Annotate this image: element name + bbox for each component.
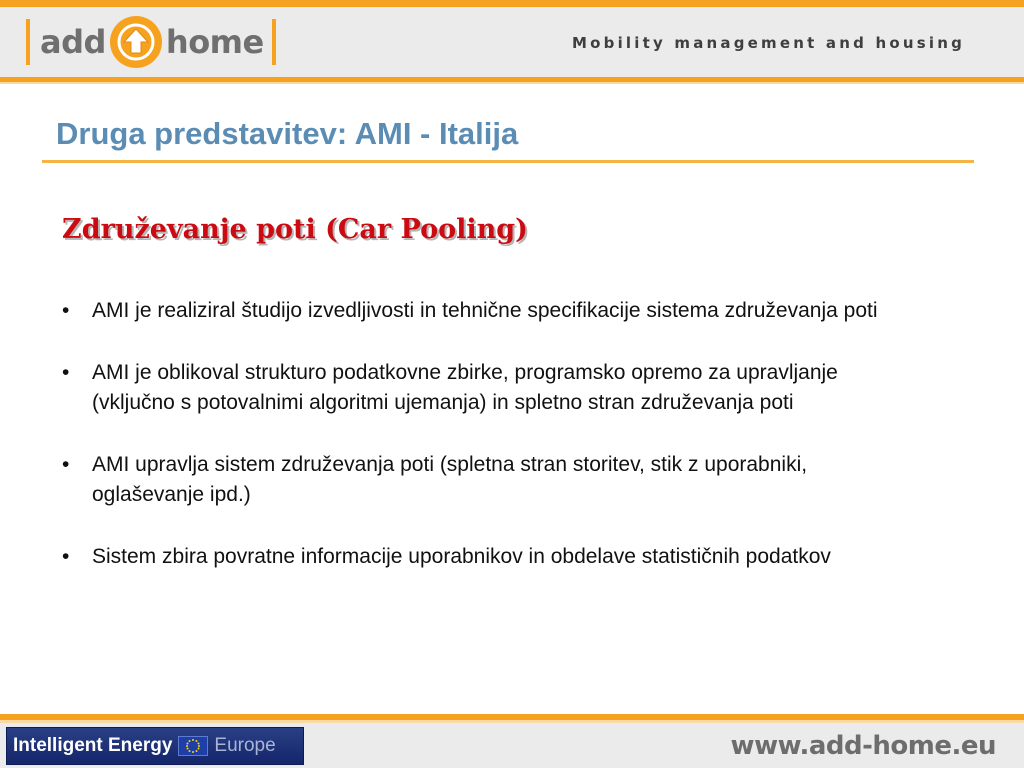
eu-flag-icon — [178, 736, 208, 756]
add-home-logo — [26, 16, 276, 68]
header-tagline: Mobility management and housing — [572, 34, 966, 52]
bullet-icon: • — [62, 453, 70, 476]
bullet-text: AMI upravlja sistem združevanja poti (spletna stran storitev, stik z uporabniki, oglaševanje ipd.) — [92, 453, 808, 506]
arrow-up-circle-icon — [110, 16, 162, 68]
ie-label: Intelligent Energy — [13, 735, 173, 756]
slide-title: Druga predstavitev: AMI - Italija — [56, 116, 519, 151]
bullet-text: AMI je oblikoval strukturo podatkovne zbirke, programsko opremo za upravljanje (vključno s potovalnimi algoritmi ujemanja) in spletno stran združevanja poti — [92, 361, 838, 414]
slide-subtitle: Združevanje poti (Car Pooling) — [62, 214, 528, 245]
footer-website-url: www.add-home.eu — [730, 731, 996, 761]
logo-bar-right — [272, 19, 276, 65]
bullet-icon: • — [62, 545, 70, 568]
bullet-list — [62, 296, 922, 604]
bullet-text: Sistem zbira povratne informacije uporabnikov in obdelave statističnih podatkov — [92, 545, 831, 568]
intelligent-energy-europe-logo — [6, 727, 304, 765]
logo-bar-left — [26, 19, 30, 65]
bullet-text: AMI je realiziral študijo izvedljivosti in tehnične specifikacije sistema združevanja poti — [92, 299, 878, 322]
ie-suffix: Europe — [214, 735, 276, 756]
title-underline — [42, 160, 974, 163]
list-item — [62, 542, 922, 572]
logo-word-add: add — [40, 23, 106, 61]
header-top-stripe — [0, 0, 1024, 7]
bullet-icon: • — [62, 361, 70, 384]
list-item — [62, 296, 922, 326]
list-item — [62, 358, 922, 418]
header-divider-light — [0, 82, 1024, 84]
logo-word-home: home — [165, 23, 264, 61]
list-item — [62, 450, 922, 510]
bullet-icon: • — [62, 299, 70, 322]
